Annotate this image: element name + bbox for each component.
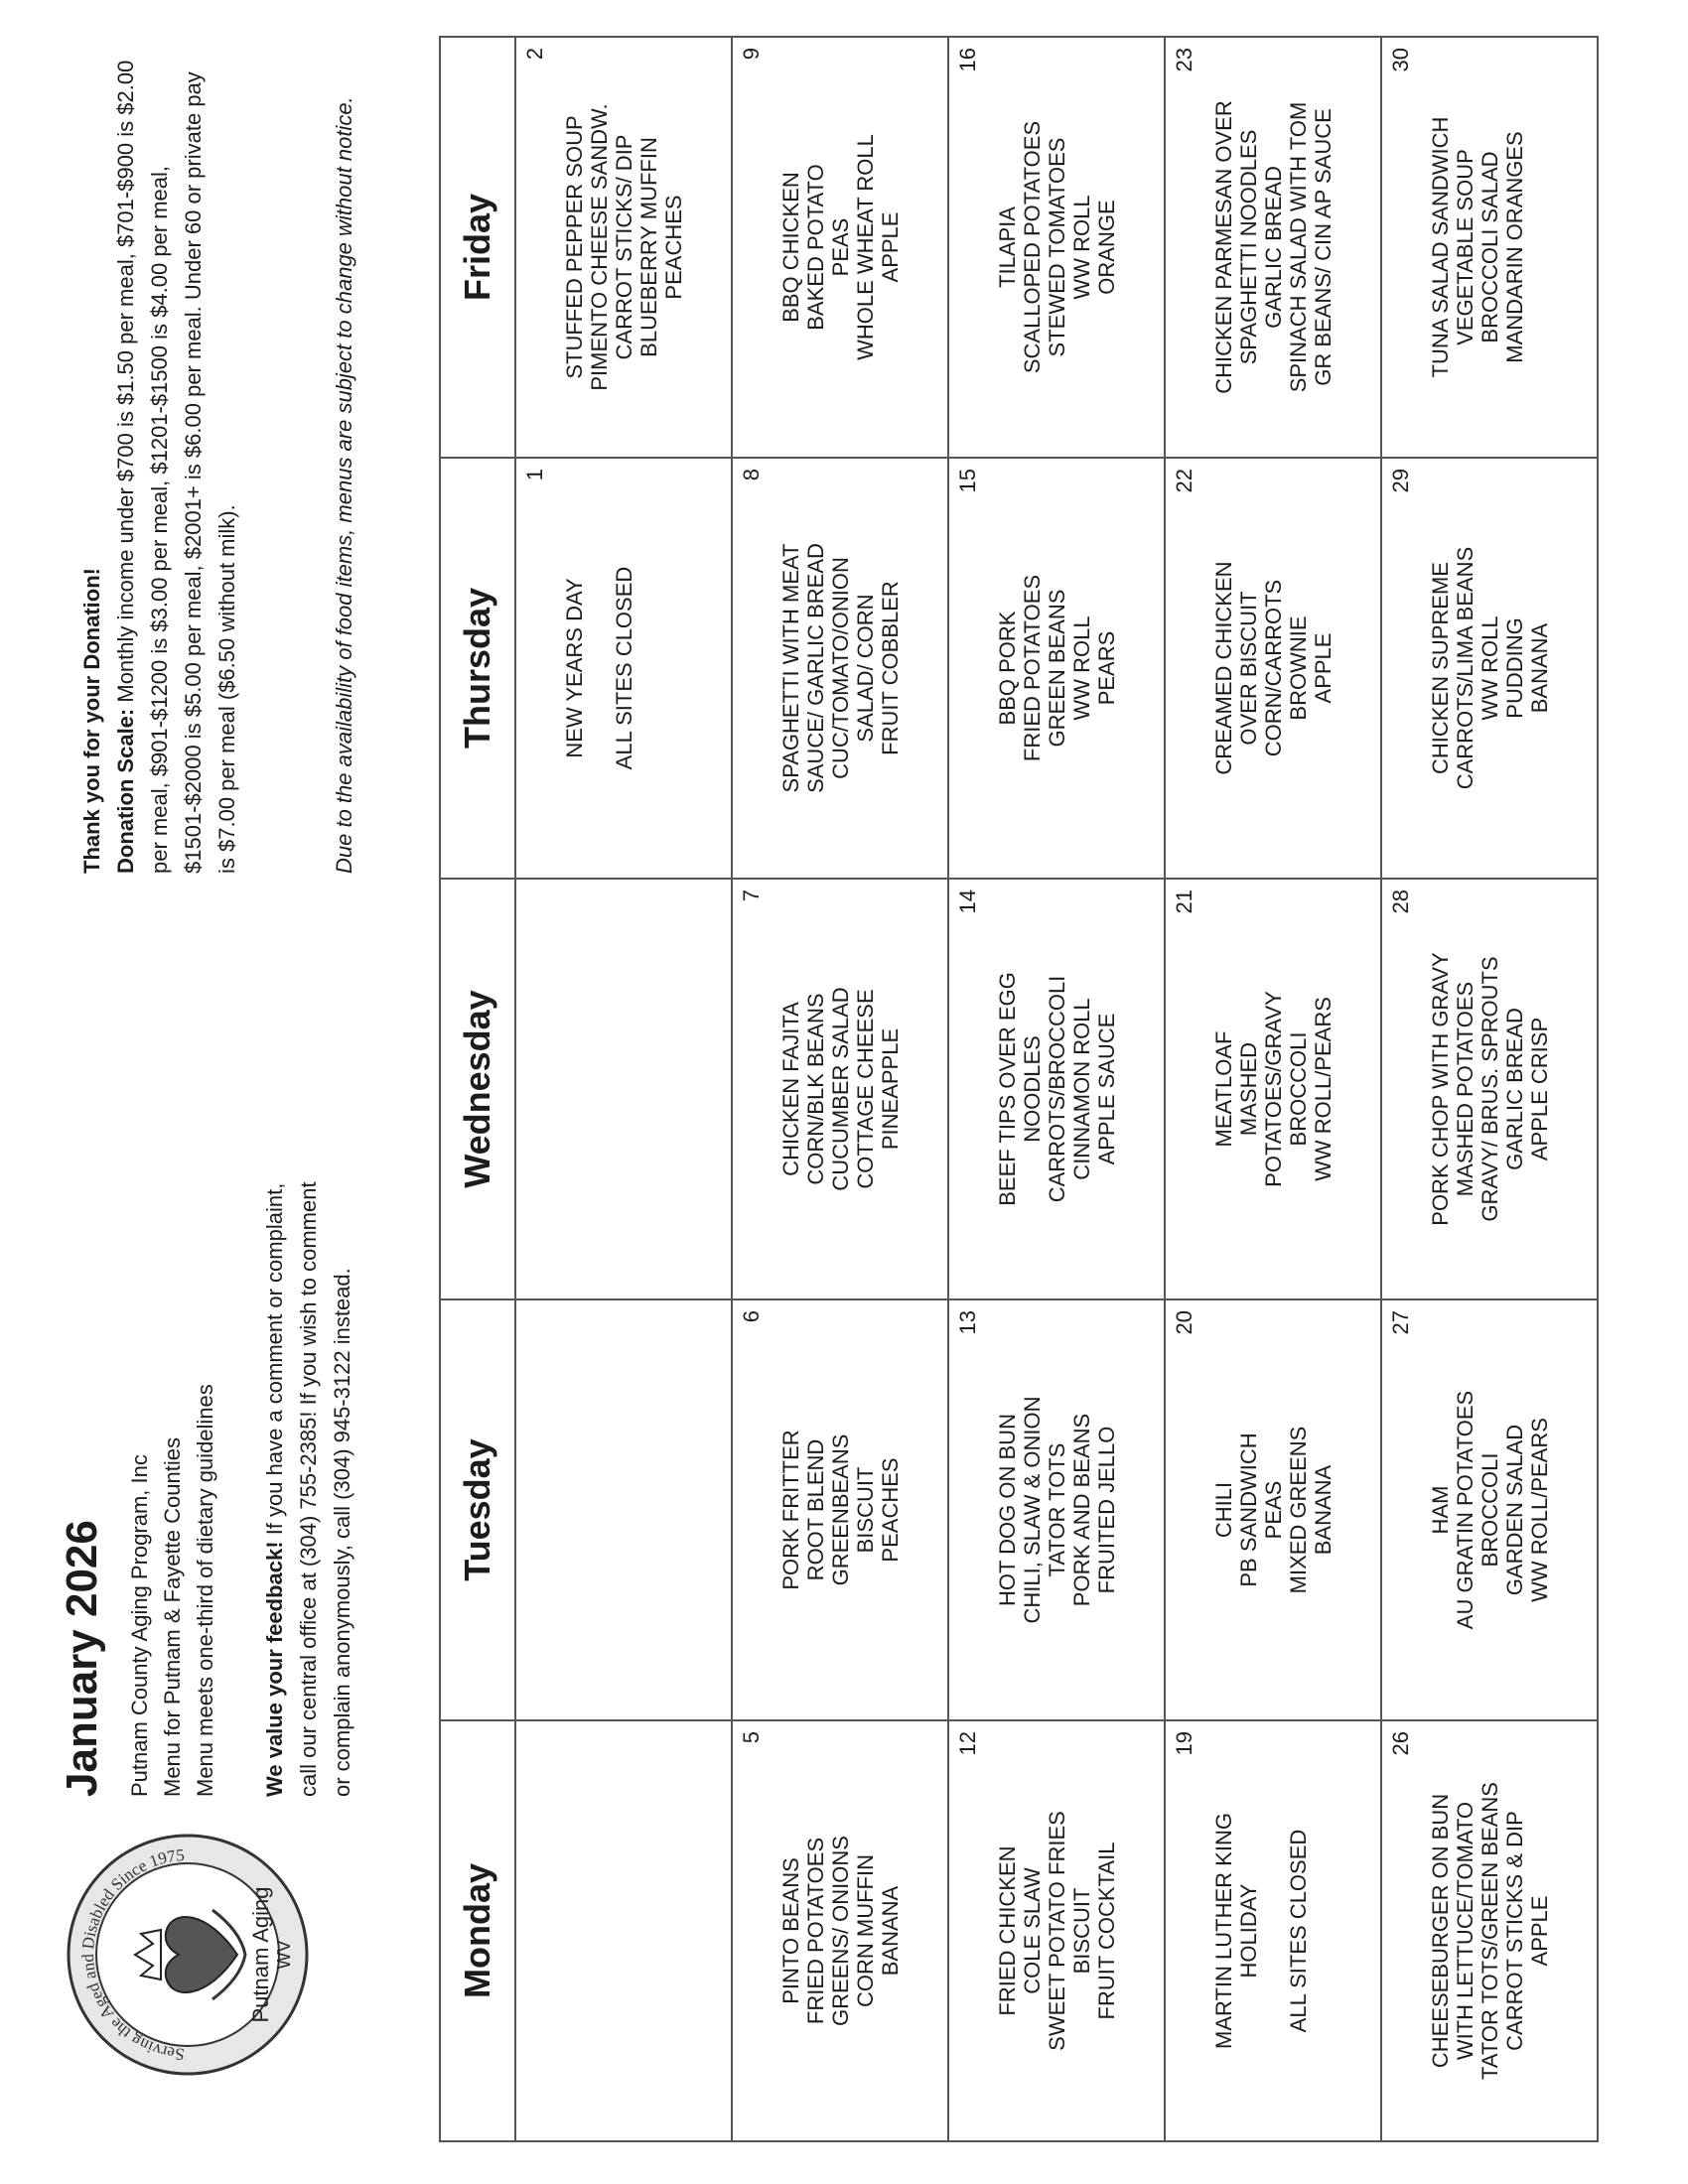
week-row: [1381, 37, 1598, 2141]
day-number: 13: [955, 1310, 980, 1335]
day-number: 12: [955, 1731, 980, 1756]
day-menu: MARTIN LUTHER KING HOLIDAY ALL SITES CLOSED: [1211, 1813, 1311, 2049]
page-title: January 2026: [58, 1520, 106, 1797]
day-header: Wednesday: [440, 879, 515, 1299]
day-number: 2: [522, 48, 547, 61]
day-menu: CHICKEN SUPREME CARROTS/LIMA BEANS WW ROLL PUDDING BANANA: [1428, 546, 1552, 790]
day-menu: CREAMED CHICKEN OVER BISCUIT CORN/CARROTS BROWNIE APPLE: [1211, 561, 1336, 775]
day-number: 1: [522, 469, 547, 481]
logo-state: WV: [274, 1940, 294, 1970]
day-cell: [732, 37, 948, 458]
day-menu: HAM AU GRATIN POTATOES BROCCOLI GARDEN SALAD WW ROLL/PEARS: [1428, 1390, 1552, 1630]
day-cell: [1381, 1720, 1598, 2141]
menu-calendar: [439, 36, 1599, 2142]
day-cell: [1165, 1299, 1381, 1720]
day-menu: HOT DOG ON BUN CHILI, SLAW & ONION TATOR TOTS PORK AND BEANS FRUITED JELLO: [995, 1396, 1119, 1624]
menu-change-notice: Due to the availability of food items, menus are subject to change without notice.: [332, 96, 356, 874]
day-menu: PORK CHOP WITH GRAVY MASHED POTATOES GRAVY/ BRUS. SPROUTS GARLIC BREAD APPLE CRISP: [1428, 952, 1552, 1226]
day-header: Friday: [440, 37, 515, 458]
day-menu: PINTO BEANS FRIED POTATOES GREENS/ ONIONS CORN MUFFIN BANANA: [778, 1836, 903, 2026]
logo-name: Putnam Aging: [248, 1886, 273, 2023]
day-number: 26: [1388, 1731, 1413, 1756]
day-number: 16: [955, 48, 980, 72]
day-menu: [516, 1721, 566, 2140]
feedback-text: If you have a comment or complaint, call our central office at (304) 755-2385! If you wish to comment or complain anonymously, call (304) 945-3122 instead.: [262, 1181, 354, 1797]
day-menu: NEW YEARS DAY ALL SITES CLOSED: [562, 566, 636, 770]
donation-section: [75, 60, 244, 874]
day-menu: PORK FRITTER ROOT BLEND GREENBEANS BISCUIT PEACHES: [778, 1430, 903, 1590]
weekday-header-row: [440, 37, 515, 2141]
day-cell: [1165, 879, 1381, 1299]
header-lines: [123, 1161, 221, 1797]
day-cell: [732, 1720, 948, 2141]
day-number: 14: [955, 889, 980, 914]
menu-scope: Menu for Putnam & Fayette Counties: [160, 1437, 185, 1797]
day-menu: CHEESEBURGER ON BUN WITH LETTUCE/TOMATO TATOR TOTS/GREEN BEANS CARROT STICKS & DIP APPLE: [1428, 1782, 1552, 2080]
day-header: Thursday: [440, 458, 515, 879]
day-cell: [515, 37, 732, 458]
logo-arc-text: Serving the Aged and Disabled Since 1975: [77, 1844, 186, 2065]
day-header: Monday: [440, 1720, 515, 2141]
day-number: 5: [739, 1731, 764, 1744]
day-menu: MEATLOAF MASHED POTATOES/GRAVY BROCCOLI WW ROLL/PEARS: [1211, 991, 1336, 1187]
day-number: 23: [1172, 48, 1196, 72]
day-cell: [515, 458, 732, 879]
day-cell: [1381, 1299, 1598, 1720]
day-number: 22: [1172, 469, 1196, 493]
day-number: 28: [1388, 889, 1413, 914]
day-menu: CHILI PB SANDWICH PEAS MIXED GREENS BANANA: [1211, 1426, 1336, 1594]
donation-thanks: Thank you for your Donation!: [79, 568, 104, 874]
day-cell: [948, 458, 1165, 879]
day-number: 20: [1172, 1310, 1196, 1335]
day-cell: [1165, 458, 1381, 879]
feedback-paragraph: [258, 1161, 359, 1797]
day-menu: FRIED CHICKEN COLE SLAW SWEET POTATO FRIES BISCUIT FRUIT COCKTAIL: [995, 1811, 1119, 2051]
day-cell: [948, 1720, 1165, 2141]
day-cell: [732, 1299, 948, 1720]
day-menu: STUFFED PEPPER SOUP PIMENTO CHEESE SANDW. CARROT STICKS/ DIP BLUEBERRY MUFFIN PEACHES: [562, 103, 686, 391]
day-cell: [732, 458, 948, 879]
day-cell: [515, 879, 732, 1299]
day-number: 29: [1388, 469, 1413, 493]
day-cell: [948, 1299, 1165, 1720]
day-cell: [1381, 37, 1598, 458]
day-number: 19: [1172, 1731, 1196, 1756]
day-menu: CHICKEN FAJITA CORN/BLK BEANS CUCUMBER SALAD COTTAGE CHEESE PINEAPPLE: [778, 987, 903, 1191]
day-menu: [516, 1300, 566, 1719]
feedback-heading: We value your feedback!: [262, 1541, 287, 1797]
week-row: [948, 37, 1165, 2141]
week-row: [1165, 37, 1381, 2141]
day-number: 7: [739, 889, 764, 902]
day-cell: [1381, 458, 1598, 879]
day-cell: [515, 1299, 732, 1720]
day-menu: SPAGHETTI WITH MEAT SAUCE/ GARLIC BREAD CUC/TOMATO/ONION SALAD/ CORN FRUIT COBBLER: [778, 543, 903, 793]
day-cell: [1165, 37, 1381, 458]
day-menu: TUNA SALAD SANDWICH VEGETABLE SOUP BROCCOLI SALAD MANDARIN ORANGES: [1428, 116, 1527, 378]
day-cell: [515, 1720, 732, 2141]
day-menu: BBQ CHICKEN BAKED POTATO PEAS WHOLE WHEAT ROLL APPLE: [778, 134, 903, 360]
donation-scale-text: Monthly income under $700 is $1.50 per meal, $701-$900 is $2.00 per meal, $901-$1200 is $3.00 per meal, $1201-$1500 is $4.00 per meal, $1501-$2000 is $5.00 per meal, $2001+ is $6.00 per meal. Under 60 or private pay is $7.00 per meal ($6.50 without milk).: [113, 60, 239, 874]
day-cell: [1165, 1720, 1381, 2141]
day-menu: CHICKEN PARMESAN OVER SPAGHETTI NOODLES GARLIC BREAD SPINACH SALAD WITH TOM GR BEANS/ CIN AP SAUCE: [1211, 100, 1336, 394]
day-number: 21: [1172, 889, 1196, 914]
week-row: [515, 37, 732, 2141]
week-row: [732, 37, 948, 2141]
day-number: 30: [1388, 48, 1413, 72]
day-menu: BBQ PORK FRIED POTATOES GREEN BEANS WW ROLL PEARS: [995, 574, 1119, 762]
dietary-note: Menu meets one-third of dietary guidelines: [193, 1384, 217, 1797]
day-cell: [732, 879, 948, 1299]
day-menu: [516, 880, 566, 1298]
putnam-aging-logo: [64, 1831, 312, 2079]
day-number: 27: [1388, 1310, 1413, 1335]
day-cell: [1381, 879, 1598, 1299]
day-number: 15: [955, 469, 980, 493]
day-number: 9: [739, 48, 764, 61]
day-menu: TILAPIA SCALLOPED POTATOES STEWED TOMATOES WW ROLL ORANGE: [995, 120, 1119, 374]
day-number: 6: [739, 1310, 764, 1323]
day-header: Tuesday: [440, 1299, 515, 1720]
donation-scale-label: Donation Scale:: [113, 708, 138, 874]
org-name: Putnam County Aging Program, Inc: [127, 1454, 152, 1797]
day-menu: BEEF TIPS OVER EGG NOODLES CARROTS/BROCCOLI CINNAMON ROLL APPLE SAUCE: [995, 972, 1119, 1206]
day-number: 8: [739, 469, 764, 481]
day-cell: [948, 879, 1165, 1299]
day-cell: [948, 37, 1165, 458]
